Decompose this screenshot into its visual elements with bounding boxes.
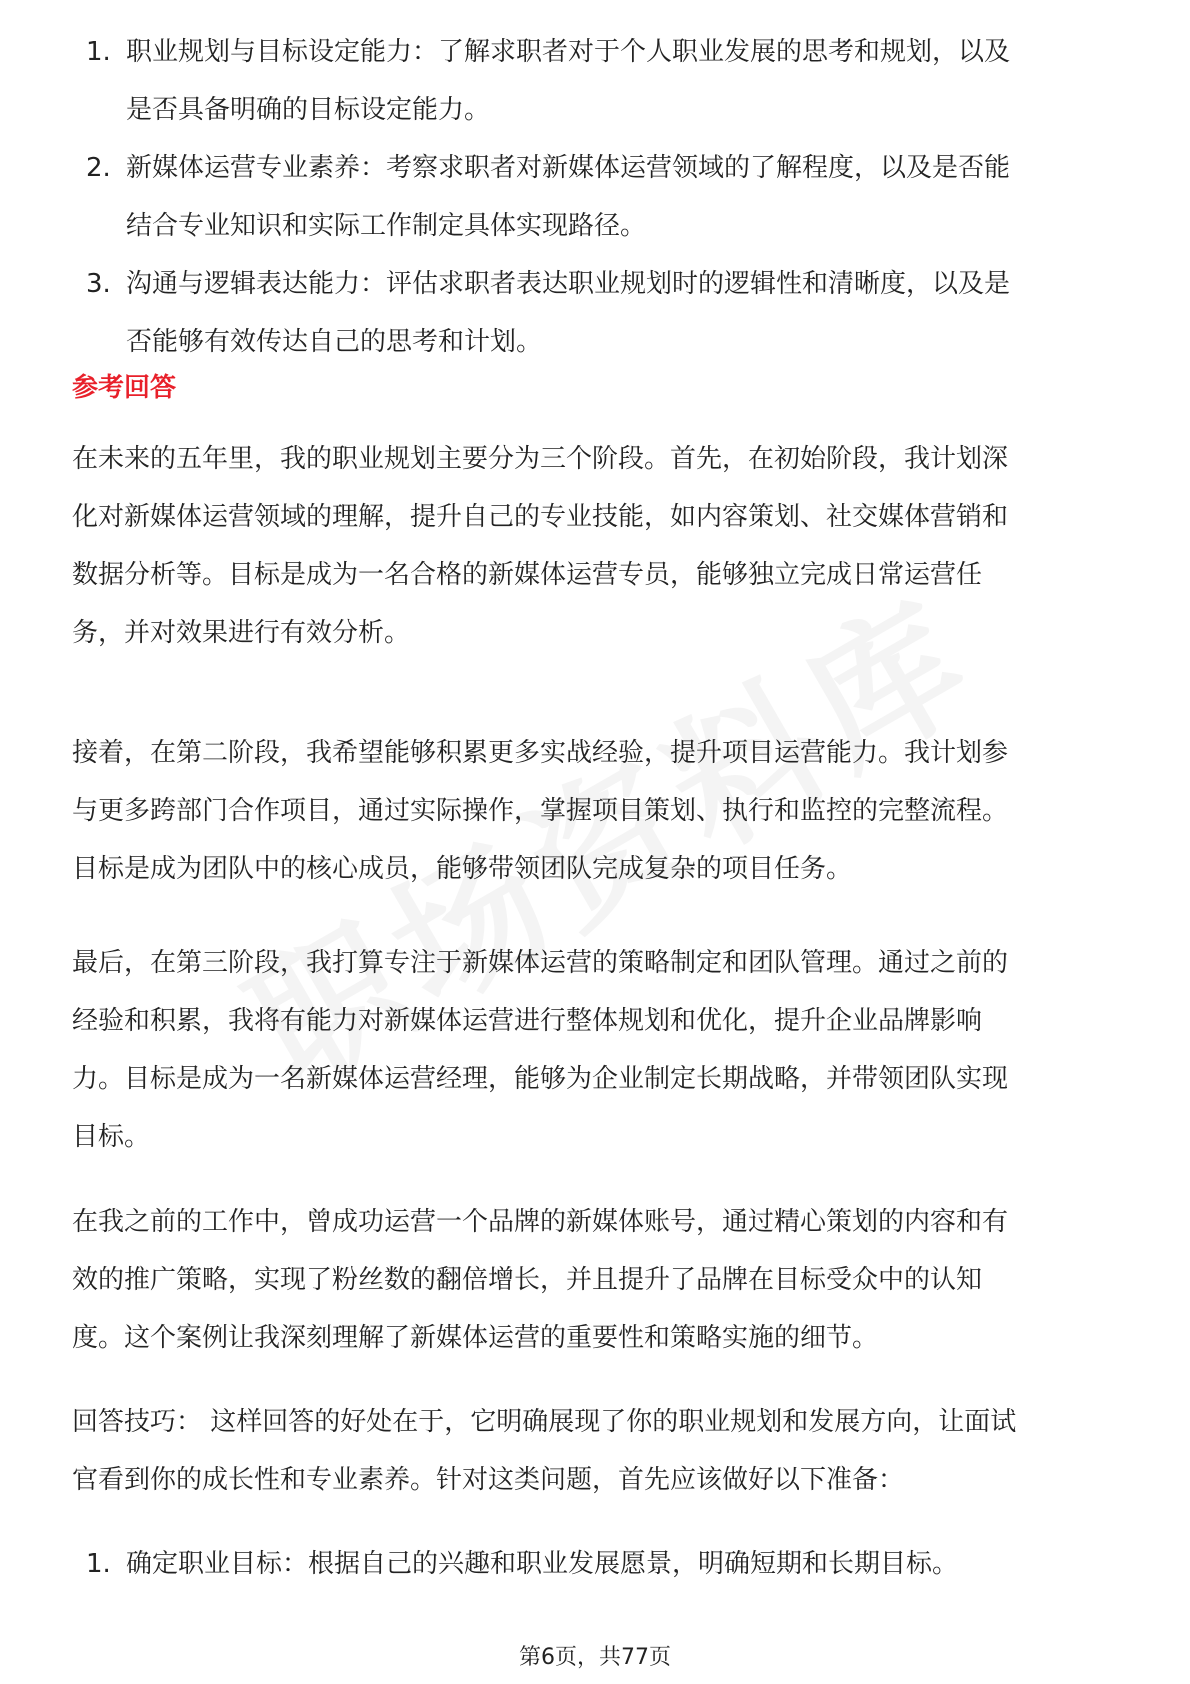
- paragraph: [72, 1193, 1122, 1367]
- paragraph: [72, 1393, 1122, 1509]
- paragraph-line: 在我之前的工作中，曾成功运营一个品牌的新媒体账号，通过精心策划的内容和有: [72, 1207, 1009, 1237]
- paragraph: [72, 430, 1122, 662]
- list-line: 结合专业知识和实际工作制定具体实现路径。: [126, 211, 647, 241]
- list-item: [72, 23, 1010, 139]
- list-number: 1.: [86, 37, 111, 67]
- paragraph-line: 官看到你的成长性和专业素养。针对这类问题，首先应该做好以下准备：: [72, 1465, 905, 1495]
- paragraph: [72, 724, 1122, 898]
- list-line: 职业规划与目标设定能力：了解求职者对于个人职业发展的思考和规划，以及: [126, 37, 1011, 67]
- paragraph-line: 在未来的五年里，我的职业规划主要分为三个阶段。首先，在初始阶段，我计划深: [72, 444, 1009, 474]
- paragraph-line: 力。目标是成为一名新媒体运营经理，能够为企业制定长期战略，并带领团队实现: [72, 1064, 1009, 1094]
- paragraph-line: 化对新媒体运营领域的理解，提升自己的专业技能，如内容策划、社交媒体营销和: [72, 502, 1009, 532]
- list-line: 沟通与逻辑表达能力：评估求职者表达职业规划时的逻辑性和清晰度，以及是: [126, 269, 1011, 299]
- top-criteria-list: [72, 23, 1010, 371]
- list-item: [72, 139, 1010, 255]
- list-item: [72, 255, 1010, 371]
- list-line: 确定职业目标：根据自己的兴趣和职业发展愿景，明确短期和长期目标。: [126, 1549, 959, 1579]
- list-line: 新媒体运营专业素养：考察求职者对新媒体运营领域的了解程度，以及是否能: [126, 153, 1011, 183]
- list-number: 3.: [86, 269, 111, 299]
- list-item: [72, 1535, 958, 1593]
- list-line: 是否具备明确的目标设定能力。: [126, 95, 491, 125]
- paragraph-line: 回答技巧： 这样回答的好处在于，它明确展现了你的职业规划和发展方向，让面试: [72, 1407, 1017, 1437]
- paragraph-line: 经验和积累，我将有能力对新媒体运营进行整体规划和优化，提升企业品牌影响: [72, 1006, 983, 1036]
- list-number: 1.: [86, 1549, 111, 1579]
- list-number: 2.: [86, 153, 111, 183]
- section-title: 参考回答: [72, 373, 177, 403]
- list-line: 否能够有效传达自己的思考和计划。: [126, 327, 543, 357]
- paragraph-line: 目标。: [72, 1122, 151, 1152]
- preparation-list: [72, 1535, 958, 1593]
- paragraph-line: 数据分析等。目标是成为一名合格的新媒体运营专员，能够独立完成日常运营任: [72, 560, 983, 590]
- paragraph-line: 最后，在第三阶段，我打算专注于新媒体运营的策略制定和团队管理。通过之前的: [72, 948, 1009, 978]
- paragraph-line: 度。这个案例让我深刻理解了新媒体运营的重要性和策略实施的细节。: [72, 1323, 879, 1353]
- paragraph-line: 接着，在第二阶段，我希望能够积累更多实战经验，提升项目运营能力。我计划参: [72, 738, 1009, 768]
- paragraph: [72, 934, 1122, 1166]
- page-footer: 第6页，共77页: [519, 1645, 671, 1670]
- paragraph-line: 目标是成为团队中的核心成员，能够带领团队完成复杂的项目任务。: [72, 854, 853, 884]
- paragraph-line: 效的推广策略，实现了粉丝数的翻倍增长，并且提升了品牌在目标受众中的认知: [72, 1265, 983, 1295]
- paragraph-line: 务，并对效果进行有效分析。: [72, 618, 411, 648]
- paragraph-line: 与更多跨部门合作项目，通过实际操作，掌握项目策划、执行和监控的完整流程。: [72, 796, 1009, 826]
